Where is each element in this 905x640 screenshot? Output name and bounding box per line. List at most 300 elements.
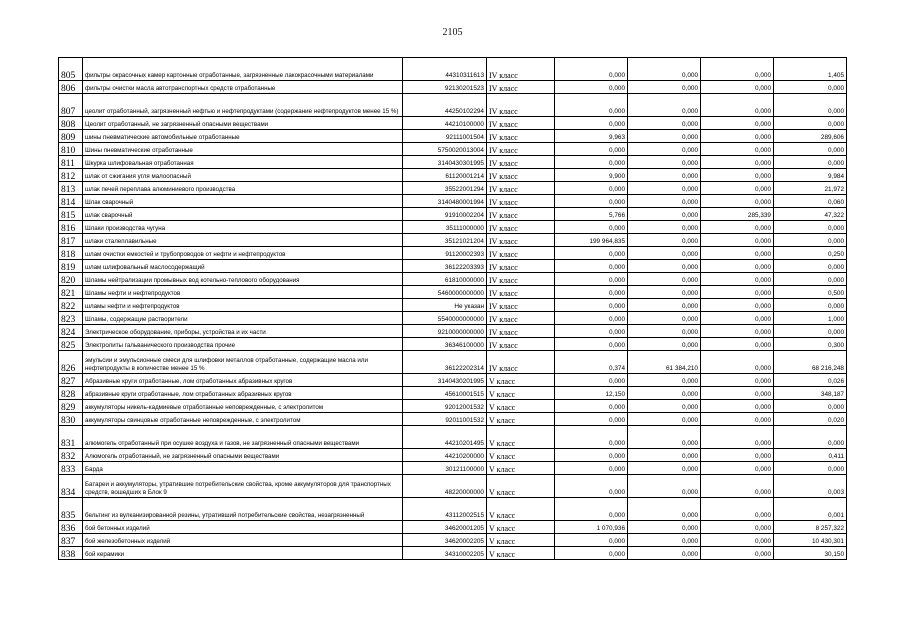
value-1: 0,000 [555, 534, 628, 547]
value-3: 0,000 [701, 273, 774, 286]
waste-name: аккумуляторы свинцовые отработанные неповрежденные, с электролитом [83, 413, 403, 426]
row-number: 815 [59, 208, 83, 221]
value-3: 0,000 [701, 374, 774, 387]
value-4: 0,001 [774, 498, 847, 521]
value-4: 0,000 [774, 325, 847, 338]
row-number: 808 [59, 117, 83, 130]
value-1: 0,000 [555, 221, 628, 234]
waste-name: Шламы, содержащие растворители [83, 312, 403, 325]
value-3: 0,000 [701, 475, 774, 498]
value-1: 0,000 [555, 462, 628, 475]
value-1: 5,766 [555, 208, 628, 221]
hazard-class: IV класс [487, 234, 555, 247]
value-3: 0,000 [701, 521, 774, 534]
value-2: 0,000 [628, 221, 701, 234]
table-row [59, 351, 847, 374]
value-1: 0,374 [555, 351, 628, 374]
value-3: 0,000 [701, 312, 774, 325]
hazard-class: IV класс [487, 273, 555, 286]
hazard-class: IV класс [487, 325, 555, 338]
hazard-class: IV класс [487, 169, 555, 182]
waste-code: 35522001294 [403, 182, 487, 195]
waste-code: 5460000000000 [403, 286, 487, 299]
row-number: 805 [59, 58, 83, 81]
value-3: 0,000 [701, 400, 774, 413]
value-1: 9,900 [555, 169, 628, 182]
value-3: 0,000 [701, 182, 774, 195]
value-4: 8 257,322 [774, 521, 847, 534]
value-1: 0,000 [555, 81, 628, 94]
value-2: 0,000 [628, 195, 701, 208]
table-row [59, 273, 847, 286]
value-4: 0,411 [774, 449, 847, 462]
value-3: 0,000 [701, 413, 774, 426]
value-4: 0,026 [774, 374, 847, 387]
hazard-class: IV класс [487, 312, 555, 325]
hazard-class: V класс [487, 475, 555, 498]
row-number: 828 [59, 387, 83, 400]
value-2: 0,000 [628, 81, 701, 94]
waste-code: 48220000000 [403, 475, 487, 498]
waste-code: 91120002393 [403, 247, 487, 260]
waste-name: абразивные круги отработанные, лом отработанных абразивных кругов [83, 387, 403, 400]
value-1: 0,000 [555, 498, 628, 521]
value-1: 0,000 [555, 547, 628, 560]
table-row [59, 374, 847, 387]
value-1: 0,000 [555, 58, 628, 81]
table-row [59, 156, 847, 169]
waste-name: Электролиты гальванического производства прочие [83, 338, 403, 351]
value-3: 0,000 [701, 547, 774, 560]
value-2: 0,000 [628, 534, 701, 547]
value-2: 0,000 [628, 94, 701, 117]
value-1: 0,000 [555, 475, 628, 498]
row-number: 824 [59, 325, 83, 338]
waste-name: Шины пневматические отработанные [83, 143, 403, 156]
waste-code: 43112002515 [403, 498, 487, 521]
waste-table [58, 57, 847, 560]
value-3: 0,000 [701, 534, 774, 547]
row-number: 818 [59, 247, 83, 260]
value-3: 0,000 [701, 169, 774, 182]
hazard-class: V класс [487, 426, 555, 449]
waste-code: 92130201523 [403, 81, 487, 94]
value-1: 0,000 [555, 156, 628, 169]
value-2: 0,000 [628, 338, 701, 351]
value-4: 0,020 [774, 413, 847, 426]
row-number: 831 [59, 426, 83, 449]
value-3: 0,000 [701, 462, 774, 475]
row-number: 807 [59, 94, 83, 117]
row-number: 825 [59, 338, 83, 351]
table-row [59, 94, 847, 117]
value-2: 0,000 [628, 475, 701, 498]
value-4: 289,606 [774, 130, 847, 143]
value-1: 0,000 [555, 299, 628, 312]
value-1: 0,000 [555, 143, 628, 156]
hazard-class: V класс [487, 413, 555, 426]
waste-code: 34310002205 [403, 547, 487, 560]
hazard-class: V класс [487, 400, 555, 413]
table-row [59, 234, 847, 247]
value-4: 0,000 [774, 143, 847, 156]
value-2: 0,000 [628, 286, 701, 299]
value-4: 348,187 [774, 387, 847, 400]
waste-name: Батареи и аккумуляторы, утратившие потребительские свойства, кроме аккумуляторов для транспортных средств, вошедших в Блок 9 [83, 475, 403, 498]
hazard-class: V класс [487, 387, 555, 400]
row-number: 822 [59, 299, 83, 312]
value-2: 0,000 [628, 374, 701, 387]
waste-code: 3140430301995 [403, 156, 487, 169]
hazard-class: IV класс [487, 143, 555, 156]
waste-code: 3140480001994 [403, 195, 487, 208]
value-4: 0,000 [774, 94, 847, 117]
value-1: 0,000 [555, 374, 628, 387]
row-number: 806 [59, 81, 83, 94]
row-number: 832 [59, 449, 83, 462]
table-row [59, 221, 847, 234]
row-number: 817 [59, 234, 83, 247]
value-1: 0,000 [555, 338, 628, 351]
value-3: 0,000 [701, 387, 774, 400]
value-2: 0,000 [628, 143, 701, 156]
waste-name: Цеолит отработанный, не загрязненный опасными веществами [83, 117, 403, 130]
waste-name: шины пневматические автомобильные отработанные [83, 130, 403, 143]
waste-code: 92011001532 [403, 413, 487, 426]
row-number: 829 [59, 400, 83, 413]
waste-name: шлаки сталеплавильные [83, 234, 403, 247]
value-4: 0,000 [774, 462, 847, 475]
value-2: 0,000 [628, 58, 701, 81]
value-2: 0,000 [628, 462, 701, 475]
waste-code: 91910002204 [403, 208, 487, 221]
value-1: 0,000 [555, 325, 628, 338]
value-2: 0,000 [628, 413, 701, 426]
value-2: 0,000 [628, 182, 701, 195]
value-3: 0,000 [701, 325, 774, 338]
waste-name: Алюмогель отработанный, не загрязненный опасными веществами [83, 449, 403, 462]
hazard-class: V класс [487, 462, 555, 475]
table-row [59, 426, 847, 449]
hazard-class: IV класс [487, 117, 555, 130]
value-1: 199 964,835 [555, 234, 628, 247]
row-number: 809 [59, 130, 83, 143]
value-1: 0,000 [555, 273, 628, 286]
waste-code: 34620002205 [403, 534, 487, 547]
value-4: 0,000 [774, 426, 847, 449]
value-2: 0,000 [628, 449, 701, 462]
waste-name: Шлаки производства чугуна [83, 221, 403, 234]
value-1: 0,000 [555, 247, 628, 260]
value-3: 0,000 [701, 156, 774, 169]
waste-code: 44310311613 [403, 58, 487, 81]
value-4: 0,000 [774, 156, 847, 169]
value-3: 0,000 [701, 81, 774, 94]
value-2: 0,000 [628, 521, 701, 534]
waste-name: бой бетонных изделий [83, 521, 403, 534]
row-number: 838 [59, 547, 83, 560]
row-number: 821 [59, 286, 83, 299]
table-row [59, 130, 847, 143]
waste-code: 30121100000 [403, 462, 487, 475]
value-2: 0,000 [628, 426, 701, 449]
waste-name: шлам очистки емкостей и трубопроводов от нефти и нефтепродуктов [83, 247, 403, 260]
value-4: 1,405 [774, 58, 847, 81]
waste-code: 5540000000000 [403, 312, 487, 325]
waste-code: 92111001504 [403, 130, 487, 143]
row-number: 835 [59, 498, 83, 521]
row-number: 834 [59, 475, 83, 498]
hazard-class: IV класс [487, 94, 555, 117]
table-row [59, 547, 847, 560]
table-row [59, 498, 847, 521]
value-1: 1 070,936 [555, 521, 628, 534]
hazard-class: IV класс [487, 208, 555, 221]
value-3: 0,000 [701, 449, 774, 462]
table-row [59, 286, 847, 299]
waste-code: 61120001214 [403, 169, 487, 182]
hazard-class: V класс [487, 547, 555, 560]
value-1: 12,150 [555, 387, 628, 400]
value-2: 0,000 [628, 234, 701, 247]
waste-code: 44210201495 [403, 426, 487, 449]
value-2: 0,000 [628, 325, 701, 338]
value-3: 0,000 [701, 234, 774, 247]
waste-name: аккумуляторы никель-кадмиевые отработанные неповрежденные, с электролитом [83, 400, 403, 413]
value-3: 0,000 [701, 58, 774, 81]
value-4: 0,000 [774, 260, 847, 273]
value-1: 0,000 [555, 413, 628, 426]
value-3: 0,000 [701, 143, 774, 156]
value-3: 0,000 [701, 94, 774, 117]
waste-code: 3140430201995 [403, 374, 487, 387]
value-4: 0,000 [774, 81, 847, 94]
value-3: 0,000 [701, 221, 774, 234]
value-4: 30,150 [774, 547, 847, 560]
value-3: 0,000 [701, 247, 774, 260]
value-4: 0,250 [774, 247, 847, 260]
table-row [59, 58, 847, 81]
value-1: 0,000 [555, 260, 628, 273]
page-number: 2105 [442, 27, 463, 38]
waste-code: 35111000000 [403, 221, 487, 234]
waste-code: 36122203393 [403, 260, 487, 273]
waste-name: Шламы нефти и нефтепродуктов [83, 286, 403, 299]
row-number: 833 [59, 462, 83, 475]
waste-code: 36122202314 [403, 351, 487, 374]
value-4: 0,000 [774, 117, 847, 130]
table-row [59, 247, 847, 260]
hazard-class: IV класс [487, 221, 555, 234]
row-number: 827 [59, 374, 83, 387]
hazard-class: IV класс [487, 130, 555, 143]
value-4: 47,322 [774, 208, 847, 221]
value-3: 0,000 [701, 426, 774, 449]
value-1: 0,000 [555, 426, 628, 449]
waste-name: цеолит отработанный, загрязненный нефтью и нефтепродуктами (содержание нефтепродуктов менее 15 %) [83, 94, 403, 117]
waste-name: шлак печей переплава алюминиевого производства [83, 182, 403, 195]
table-row [59, 143, 847, 156]
value-2: 0,000 [628, 247, 701, 260]
value-3: 0,000 [701, 195, 774, 208]
table-row [59, 117, 847, 130]
table-row [59, 208, 847, 221]
waste-name: шлак от сжигания угля малоопасный [83, 169, 403, 182]
row-number: 830 [59, 413, 83, 426]
hazard-class: V класс [487, 374, 555, 387]
hazard-class: IV класс [487, 260, 555, 273]
table-row [59, 400, 847, 413]
hazard-class: V класс [487, 449, 555, 462]
value-2: 0,000 [628, 117, 701, 130]
hazard-class: IV класс [487, 286, 555, 299]
value-2: 0,000 [628, 156, 701, 169]
waste-code: 45610001515 [403, 387, 487, 400]
hazard-class: IV класс [487, 182, 555, 195]
value-2: 0,000 [628, 273, 701, 286]
value-1: 0,000 [555, 117, 628, 130]
table-row [59, 299, 847, 312]
row-number: 836 [59, 521, 83, 534]
value-3: 0,000 [701, 117, 774, 130]
value-1: 0,000 [555, 400, 628, 413]
table-row [59, 169, 847, 182]
value-4: 68 216,248 [774, 351, 847, 374]
value-1: 0,000 [555, 312, 628, 325]
value-4: 10 430,301 [774, 534, 847, 547]
table-row [59, 338, 847, 351]
value-2: 0,000 [628, 299, 701, 312]
hazard-class: IV класс [487, 58, 555, 81]
value-2: 0,000 [628, 498, 701, 521]
table-row [59, 312, 847, 325]
table-row [59, 182, 847, 195]
value-4: 0,000 [774, 221, 847, 234]
row-number: 816 [59, 221, 83, 234]
value-3: 0,000 [701, 286, 774, 299]
table-row [59, 534, 847, 547]
value-4: 0,060 [774, 195, 847, 208]
waste-name: алюмогель отработанный при осушке воздуха и газов, не загрязненный опасными веществами [83, 426, 403, 449]
waste-name: фильтры окрасочных камер картонные отработанные, загрязненные лакокрасочными материалами [83, 58, 403, 81]
waste-name: эмульсии и эмульсионные смеси для шлифовки металлов отработанные, содержащие масла или нефтепродукты в количестве менее 15 % [83, 351, 403, 374]
row-number: 813 [59, 182, 83, 195]
hazard-class: IV класс [487, 195, 555, 208]
waste-name: Шлак сварочный [83, 195, 403, 208]
waste-name: Барда [83, 462, 403, 475]
table-row [59, 449, 847, 462]
value-1: 0,000 [555, 286, 628, 299]
value-3: 0,000 [701, 338, 774, 351]
waste-name: Шламы нейтрализации промывных вод котельно-теплового оборудования [83, 273, 403, 286]
value-4: 0,003 [774, 475, 847, 498]
waste-code: 5750020013004 [403, 143, 487, 156]
hazard-class: IV класс [487, 247, 555, 260]
row-number: 811 [59, 156, 83, 169]
table-row [59, 521, 847, 534]
row-number: 814 [59, 195, 83, 208]
waste-code: 34620001205 [403, 521, 487, 534]
value-3: 285,339 [701, 208, 774, 221]
value-3: 0,000 [701, 130, 774, 143]
value-4: 0,000 [774, 400, 847, 413]
row-number: 819 [59, 260, 83, 273]
value-2: 0,000 [628, 547, 701, 560]
table-row [59, 325, 847, 338]
value-4: 0,500 [774, 286, 847, 299]
table-row [59, 195, 847, 208]
value-4: 1,000 [774, 312, 847, 325]
value-1: 0,000 [555, 449, 628, 462]
row-number: 812 [59, 169, 83, 182]
table-row [59, 81, 847, 94]
waste-name: Электрическое оборудование, приборы, устройства и их части [83, 325, 403, 338]
table-row [59, 475, 847, 498]
hazard-class: V класс [487, 534, 555, 547]
hazard-class: V класс [487, 498, 555, 521]
table-row [59, 413, 847, 426]
value-1: 0,000 [555, 182, 628, 195]
value-2: 0,000 [628, 169, 701, 182]
row-number: 810 [59, 143, 83, 156]
hazard-class: IV класс [487, 338, 555, 351]
value-2: 0,000 [628, 260, 701, 273]
value-2: 61 384,210 [628, 351, 701, 374]
table-row [59, 462, 847, 475]
value-2: 0,000 [628, 130, 701, 143]
waste-name: Шкурка шлифовальная отработанная [83, 156, 403, 169]
value-1: 9,963 [555, 130, 628, 143]
table-row [59, 260, 847, 273]
waste-name: бой керамики [83, 547, 403, 560]
value-2: 0,000 [628, 312, 701, 325]
value-4: 0,000 [774, 273, 847, 286]
hazard-class: V класс [487, 521, 555, 534]
value-3: 0,000 [701, 498, 774, 521]
table-row [59, 387, 847, 400]
value-1: 0,000 [555, 94, 628, 117]
waste-code: 9210000000000 [403, 325, 487, 338]
value-4: 0,000 [774, 234, 847, 247]
value-2: 0,000 [628, 387, 701, 400]
waste-name: Абразивные круги отработанные, лом отработанных абразивных кругов [83, 374, 403, 387]
value-4: 21,972 [774, 182, 847, 195]
waste-code: 44210100000 [403, 117, 487, 130]
value-3: 0,000 [701, 299, 774, 312]
waste-code: 92012001532 [403, 400, 487, 413]
waste-code: 61810000000 [403, 273, 487, 286]
value-4: 0,300 [774, 338, 847, 351]
hazard-class: IV класс [487, 299, 555, 312]
row-number: 823 [59, 312, 83, 325]
row-number: 837 [59, 534, 83, 547]
value-2: 0,000 [628, 208, 701, 221]
waste-name: бельтинг из вулканизированной резины, утративший потребительские свойства, незагрязненный [83, 498, 403, 521]
hazard-class: IV класс [487, 81, 555, 94]
waste-name: шлам шлифовальный маслосодержащий [83, 260, 403, 273]
value-3: 0,000 [701, 351, 774, 374]
value-3: 0,000 [701, 260, 774, 273]
value-4: 9,984 [774, 169, 847, 182]
value-2: 0,000 [628, 400, 701, 413]
row-number: 826 [59, 351, 83, 374]
row-number: 820 [59, 273, 83, 286]
waste-code: 36346100000 [403, 338, 487, 351]
waste-name: шлак сварочный [83, 208, 403, 221]
value-4: 0,000 [774, 299, 847, 312]
waste-code: 44250102294 [403, 94, 487, 117]
hazard-class: IV класс [487, 351, 555, 374]
